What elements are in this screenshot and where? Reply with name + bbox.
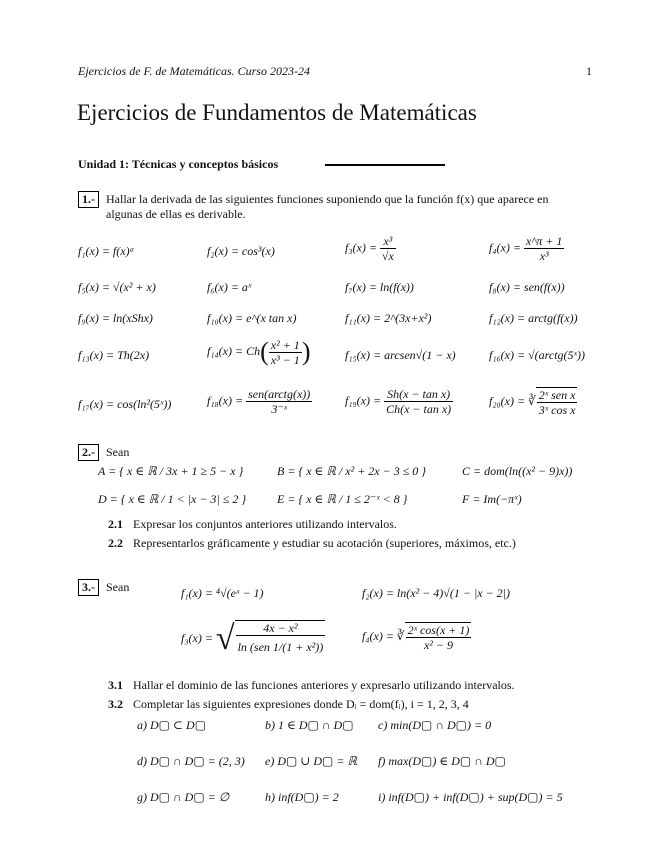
function-f4-lhs: f₄(x) = (489, 240, 521, 255)
function-f8: f₈(x) = sen(f(x)) (489, 280, 565, 294)
question-2-1-text: Expresar los conjuntos anteriores utilizando intervalos. (133, 517, 397, 531)
function-f3-numerator: x³ (380, 234, 396, 249)
domain-function-f3-lhs: f₃(x) = (181, 630, 213, 645)
set-B: B = { x ∈ ℝ / x² + 2x − 3 ≤ 0 } (277, 464, 427, 478)
set-F: F = Im(−πˣ) (462, 492, 522, 506)
domain-function-f4-denominator: x² − 9 (423, 638, 453, 652)
item-f: f) max(D▢) ∈ D▢ ∩ D▢ (378, 754, 506, 768)
function-f18-denominator: 3⁻ˣ (271, 402, 288, 416)
domain-function-f3-denominator: ln (sen 1/(1 + x²)) (237, 640, 324, 654)
domain-function-f4 (362, 622, 471, 652)
question-2-2-text: Representarlos gráficamente y estudiar su acotación (superiores, máximos, etc.) (133, 536, 516, 550)
function-f10: f₁₀(x) = e^(x tan x) (207, 311, 297, 325)
function-f14: f₁₄(x) = Ch( $\frac{\text{x² + 1}}{\text{x³ − 1}}$ ) (207, 337, 311, 367)
function-f19 (345, 387, 453, 416)
exercise-1-number: 1.- (78, 191, 99, 208)
unit-heading: Unidad 1: Técnicas y conceptos básicos (78, 157, 279, 171)
function-f19-lhs: f₁₉(x) = (345, 393, 382, 408)
exercise-2-sean: Sean (106, 445, 130, 459)
function-f2: f₂(x) = cos³(x) (207, 244, 275, 258)
exercise-1-text-line2: algunas de ellas es derivable. (106, 207, 246, 221)
function-f1: f₁(x) = f(x)ᵃ (78, 244, 135, 258)
domain-function-f3: f₃(x) = √ $\frac{\text{4x − x²}}{\text{ln (sen 1/(1 + x²))}}$ (181, 620, 324, 657)
set-A: A = { x ∈ ℝ / 3x + 1 ≥ 5 − x } (98, 464, 244, 478)
function-f4-numerator: x^π + 1 (525, 234, 563, 248)
domain-function-f2: f₂(x) = ln(x² − 4)√(1 − |x − 2|) (362, 586, 510, 600)
function-f17: f₁₇(x) = cos(ln²(5ˣ)) (78, 397, 172, 411)
function-f20-denominator: 3ˣ cos x (538, 403, 576, 417)
domain-function-f4-numerator: 2ˣ cos(x + 1) (407, 623, 470, 637)
question-3-2-text: Completar las siguientes expresiones donde Dᵢ = dom(fᵢ), i = 1, 2, 3, 4 (133, 697, 469, 711)
function-f3-denominator: √x (381, 249, 394, 263)
domain-function-f1: f₁(x) = ⁴√(eˣ − 1) (181, 586, 264, 600)
function-f19-numerator: Sh(x − tan x) (384, 387, 453, 402)
function-f18-numerator: sen(arctg(x)) (248, 387, 311, 401)
item-c: c) min(D▢ ∩ D▢) = 0 (378, 718, 492, 732)
question-2-1-number: 2.1 (108, 517, 123, 531)
question-2-2-number: 2.2 (108, 536, 123, 550)
item-d: d) D▢ ∩ D▢ = (2, 3) (137, 754, 245, 768)
function-f15: f₁₅(x) = arcsen√(1 − x) (345, 348, 456, 362)
page-number: 1 (586, 64, 592, 78)
item-e: e) D▢ ∪ D▢ = ℝ (265, 754, 357, 768)
function-f3 (345, 234, 396, 263)
function-f4-denominator: x³ (539, 249, 549, 263)
item-b: b) 1 ∈ D▢ ∩ D▢ (265, 718, 354, 732)
function-f14-lhs: f₁₄(x) = Ch (207, 343, 261, 358)
set-E: E = { x ∈ ℝ / 1 ≤ 2⁻ˣ < 8 } (277, 492, 408, 506)
function-f14-denominator: x³ − 1 (270, 352, 300, 367)
function-f6: f₆(x) = aˣ (207, 280, 252, 294)
set-D: D = { x ∈ ℝ / 1 < |x − 3| ≤ 2 } (98, 492, 247, 506)
domain-function-f3-numerator: 4x − x² (236, 621, 326, 636)
function-f9: f₉(x) = ln(xShx) (78, 311, 153, 325)
exercise-3-number: 3.- (78, 579, 99, 596)
page-title: Ejercicios de Fundamentos de Matemáticas (77, 100, 477, 125)
function-f18 (207, 387, 312, 416)
function-f20 (489, 387, 577, 417)
function-f16: f₁₆(x) = √(arctg(5ˣ)) (489, 348, 585, 362)
function-f13: f₁₃(x) = Th(2x) (78, 348, 150, 362)
domain-function-f4-lhs: f₄(x) = ∛ (362, 628, 405, 643)
question-3-1-number: 3.1 (108, 678, 123, 692)
exercise-3-sean: Sean (106, 580, 130, 594)
exercise-2-number: 2.- (78, 444, 99, 461)
function-f7: f₇(x) = ln(f(x)) (345, 280, 414, 294)
item-g: g) D▢ ∩ D▢ = ∅ (137, 790, 230, 804)
item-h: h) inf(D▢) = 2 (265, 790, 339, 804)
function-f20-numerator: 2ˣ sen x (538, 388, 576, 402)
question-3-2-number: 3.2 (108, 697, 123, 711)
running-header: Ejercicios de F. de Matemáticas. Curso 2023-24 (78, 64, 310, 78)
item-i: i) inf(D▢) + inf(D▢) + sup(D▢) = 5 (378, 790, 563, 804)
item-a: a) D▢ ⊂ D▢ (137, 718, 207, 732)
function-f20-lhs: f₂₀(x) = ∛ (489, 393, 536, 408)
set-C: C = dom(ln((x² − 9)x)) (462, 464, 573, 478)
function-f19-denominator: Ch(x − tan x) (386, 402, 452, 416)
function-f18-lhs: f₁₈(x) = (207, 393, 244, 408)
function-f4 (489, 234, 564, 263)
function-f5: f₅(x) = √(x² + x) (78, 280, 156, 294)
function-f14-numerator: x² + 1 (270, 337, 300, 352)
function-f12: f₁₂(x) = arctg(f(x)) (489, 311, 578, 325)
exercise-1-text-line1: Hallar la derivada de las siguientes funciones suponiendo que la función f(x) que aparece en (106, 192, 549, 206)
function-f3-lhs: f₃(x) = (345, 240, 377, 255)
question-3-1-text: Hallar el dominio de las funciones anteriores y expresarlo utilizando intervalos. (133, 678, 515, 692)
unit-rule (325, 164, 445, 166)
function-f11: f₁₁(x) = 2^(3x+x²) (345, 311, 432, 325)
